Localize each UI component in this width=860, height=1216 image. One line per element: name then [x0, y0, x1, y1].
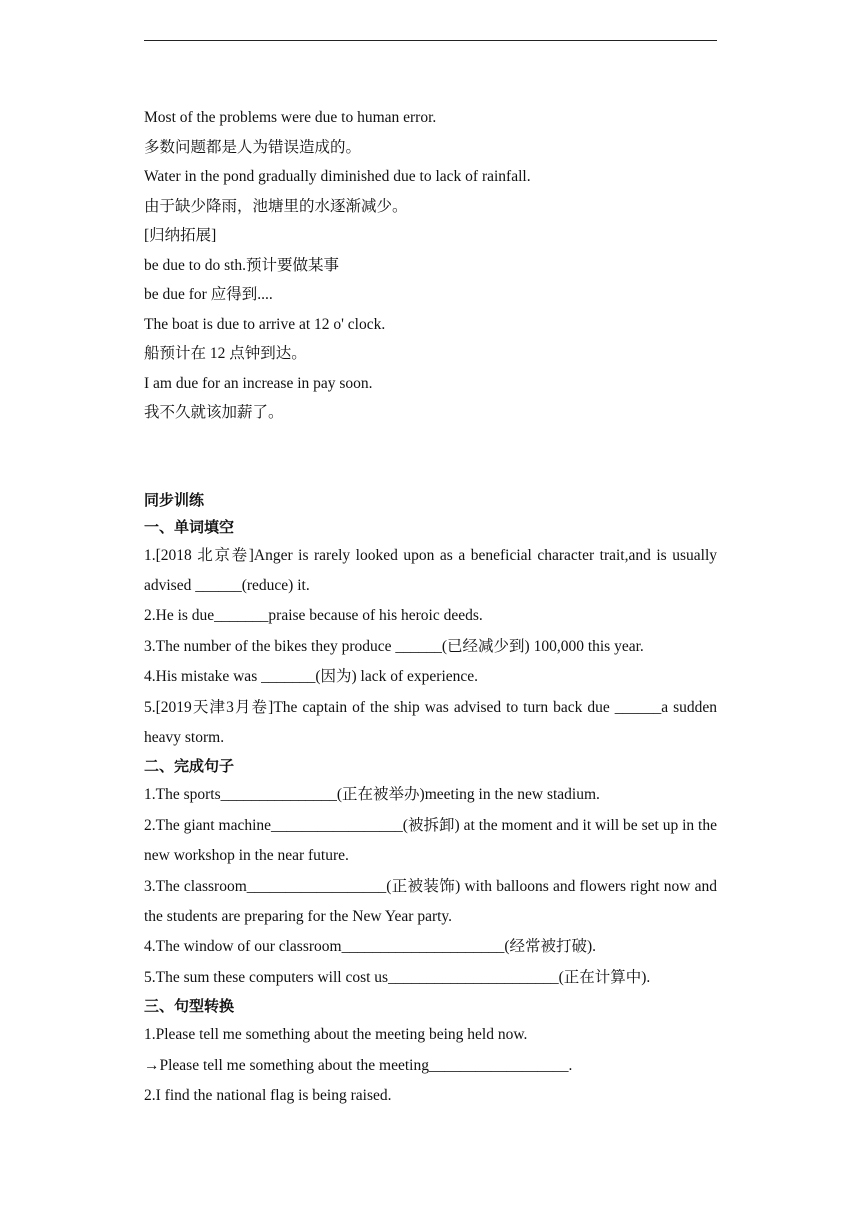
- expansion-label: [归纳拓展]: [144, 227, 217, 244]
- exercise-item: 5.[2019天津3月卷]The captain of the ship was advised to turn back due ______a sudden heavy storm.: [144, 698, 717, 746]
- example-sentence-en: Most of the problems were due to human error.: [144, 109, 437, 126]
- example-translation-zh: 由于缺少降雨，池塘里的水逐渐减少。: [144, 197, 408, 215]
- practice-section: [144, 486, 717, 1112]
- practice-title: 同步训练: [144, 490, 205, 509]
- exercise-item: 3.The number of the bikes they produce ______(已经减少到) 100,000 this year.: [144, 637, 644, 655]
- example-sentence-en: Water in the pond gradually diminished due to lack of rainfall.: [144, 168, 531, 185]
- example-sentence-en: I am due for an increase in pay soon.: [144, 374, 373, 392]
- exercise-item: 4.The window of our classroom_____________________(经常被打破).: [144, 938, 597, 956]
- exercise-item: 5.The sum these computers will cost us______________________(正在计算中).: [144, 968, 651, 986]
- spacer: [144, 428, 717, 486]
- section-heading-sentence-transformation: 三、句型转换: [144, 997, 235, 1016]
- phrase-entry: be due to do sth.预计要做某事: [144, 256, 340, 274]
- exercise-item: 1.Please tell me something about the meeting being held now.: [144, 1026, 528, 1044]
- section-heading-word-fill: 一、单词填空: [144, 517, 235, 536]
- header-rule: [144, 40, 717, 41]
- exercise-item: 2.The giant machine_________________(被拆卸) at the moment and it will be set up in the new workshop in the near future.: [144, 816, 717, 865]
- phrase-entry: be due for 应得到....: [144, 286, 273, 303]
- exercise-item: 1.The sports_______________(正在被举办)meeting in the new stadium.: [144, 786, 600, 804]
- section-heading-complete-sentences: 二、完成句子: [144, 757, 235, 776]
- example-translation-zh: 船预计在 12 点钟到达。: [144, 345, 307, 362]
- example-sentence-en: The boat is due to arrive at 12 o' clock.: [144, 315, 386, 333]
- exercise-item: →Please tell me something about the meeting__________________.: [144, 1056, 573, 1074]
- example-block: [144, 103, 717, 428]
- exercise-item: 2.I find the national flag is being raised.: [144, 1087, 392, 1104]
- example-translation-zh: 多数问题都是人为错误造成的。: [144, 138, 362, 156]
- exercise-item: 2.He is due_______praise because of his heroic deeds.: [144, 607, 483, 625]
- document-body: [144, 103, 717, 1111]
- exercise-item: 1.[2018 北京卷]Anger is rarely looked upon as a beneficial character trait,and is usually advised ______(reduce) it.: [144, 546, 717, 594]
- example-translation-zh: 我不久就该加薪了。: [144, 404, 284, 421]
- exercise-item: 3.The classroom__________________(正被装饰) with balloons and flowers right now and the students are preparing for the New Year party.: [144, 877, 717, 925]
- exercise-item: 4.His mistake was _______(因为) lack of experience.: [144, 668, 479, 686]
